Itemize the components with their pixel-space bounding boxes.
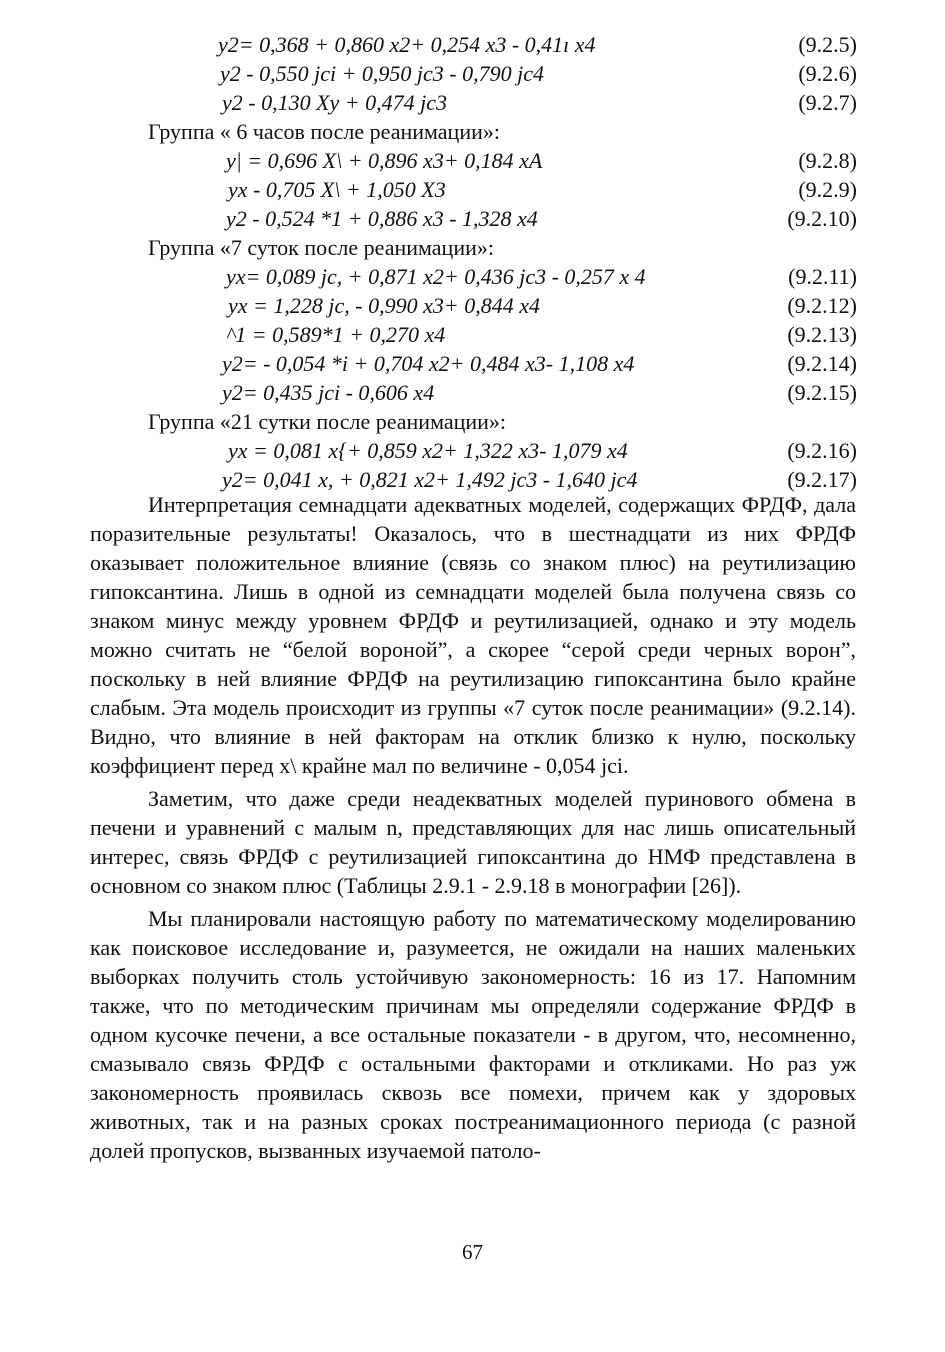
equation-number: (9.2.9) xyxy=(798,177,857,202)
paragraph: Заметим, что даже среди неадекватных моделей пуринового обмена в печени и уравнений с малым n, представляющих для нас лишь описательный интерес, связь ФРДФ с реутилизацией гипоксантина до НМФ представлена в основном со знаком плюс (Таблицы 2.9.1 - 2.9.18 в монографии [26]). xyxy=(90,786,856,898)
equation-row xyxy=(0,88,945,117)
equation-number: (9.2.17) xyxy=(787,467,857,492)
equation-row xyxy=(0,262,945,291)
equation-number: (9.2.6) xyxy=(798,61,857,86)
equation-formula: y2= 0,041 x, + 0,821 x2+ 1,492 jc3 - 1,640 jc4 xyxy=(222,467,638,492)
equation-formula: y2= 0,368 + 0,860 x2+ 0,254 x3 - 0,41ı x4 xyxy=(218,32,596,57)
equation-formula: yx= 0,089 jc, + 0,871 x2+ 0,436 jc3 - 0,257 x 4 xyxy=(226,264,646,289)
equation-row xyxy=(0,320,945,349)
equation-formula: y2 - 0,524 *1 + 0,886 x3 - 1,328 x4 xyxy=(226,206,538,231)
equation-row xyxy=(0,204,945,233)
equation-row xyxy=(0,175,945,204)
equation-formula: yx = 0,081 x{+ 0,859 x2+ 1,322 x3- 1,079 x4 xyxy=(228,438,628,463)
equation-formula: y2= - 0,054 *i + 0,704 x2+ 0,484 x3- 1,108 x4 xyxy=(222,351,635,376)
equation-formula: y2 - 0,130 Xy + 0,474 jc3 xyxy=(222,90,448,115)
group-heading-21d: Группа «21 сутки после реанимации»: xyxy=(148,409,507,434)
equation-number: (9.2.16) xyxy=(787,438,857,463)
group-heading-7d: Группа «7 суток после реанимации»: xyxy=(148,235,494,260)
equation-number: (9.2.13) xyxy=(787,322,857,347)
equation-formula: yx = 1,228 jc, - 0,990 x3+ 0,844 x4 xyxy=(228,293,540,318)
equation-formula: yx - 0,705 X\ + 1,050 X3 xyxy=(228,177,446,202)
paragraph: Мы планировали настоящую работу по математическому моделированию как поисковое исследование и, разумеется, не ожидали на наших маленьких выборках получить столь устойчивую закономерность: 16 из 17. Напомним также, что по методическим причинам мы определяли содержание ФРДФ в одном кусочке печени, а все остальные показатели - в другом, что, несомненно, смазывало связь ФРДФ с остальными факторами и откликами. Но раз уж закономерность проявилась сквозь все помехи, причем как у здоровых животных, так и на разных сроках постреанимационного периода (с разной долей пропусков, вызванных изучаемой патоло- xyxy=(90,906,856,1163)
equations-block xyxy=(0,30,945,494)
equation-number: (9.2.8) xyxy=(798,148,857,173)
equation-formula: y| = 0,696 X\ + 0,896 x3+ 0,184 xA xyxy=(226,148,543,173)
equation-number: (9.2.7) xyxy=(798,90,857,115)
paragraph: Интерпретация семнадцати адекватных моделей, содержащих ФРДФ, дала поразительные результаты! Оказалось, что в шестнадцати из них ФРДФ оказывает положительное влияние (связь со знаком плюс) на реутилизацию гипоксантина. Лишь в одной из семнадцати моделей была получена связь со знаком минус между уровнем ФРДФ и реутилизацией, однако и эту модель можно считать не “белой вороной”, а скорее “серой среди черных ворон”, поскольку в ней влияние ФРДФ на реутилизацию гипоксантина было крайне слабым. Эта модель происходит из группы «7 суток после реанимации» (9.2.14). Видно, что влияние в ней факторам на отклик близко к нулю, поскольку коэффициент перед x\ крайне мал по величине - 0,054 jci. xyxy=(90,492,856,778)
equation-formula: y2= 0,435 jci - 0,606 x4 xyxy=(222,380,435,405)
equation-formula: ^1 = 0,589*1 + 0,270 x4 xyxy=(226,322,446,347)
equation-number: (9.2.11) xyxy=(788,264,857,289)
equation-number: (9.2.14) xyxy=(787,351,857,376)
equation-number: (9.2.15) xyxy=(787,380,857,405)
equation-row xyxy=(0,59,945,88)
equation-number: (9.2.5) xyxy=(798,32,857,57)
equation-formula: y2 - 0,550 jci + 0,950 jc3 - 0,790 jc4 xyxy=(220,61,545,86)
equation-row xyxy=(0,30,945,59)
equation-row xyxy=(0,378,945,407)
group-heading-6h: Группа « 6 часов после реанимации»: xyxy=(148,119,500,144)
equation-row xyxy=(0,436,945,465)
equation-number: (9.2.12) xyxy=(787,293,857,318)
equation-row xyxy=(0,146,945,175)
equation-row xyxy=(0,291,945,320)
page-number: 67 xyxy=(462,1240,483,1264)
equation-number: (9.2.10) xyxy=(787,206,857,231)
body-text xyxy=(90,490,856,1165)
equation-row xyxy=(0,349,945,378)
